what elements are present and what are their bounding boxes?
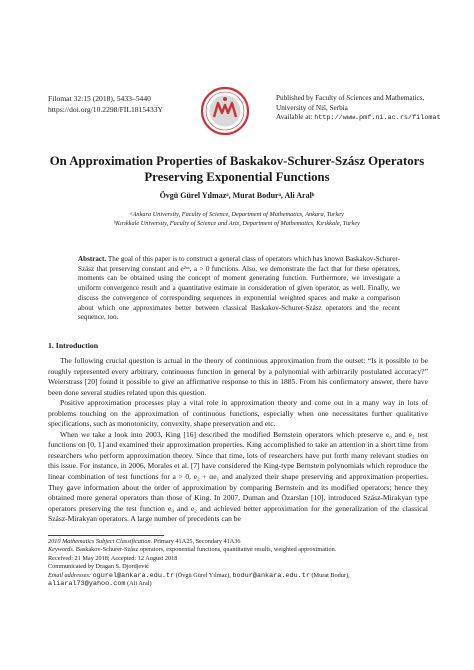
author-list: Övgü Gürel Yılmazᵃ, Murat Bodurᵃ, Ali Aralᵇ	[159, 191, 315, 200]
section-heading: 1. Introduction	[48, 341, 99, 350]
msc-label: 2010 Mathematics Subject Classification.	[48, 538, 153, 545]
faculty-logo	[200, 86, 250, 136]
doi-link[interactable]: https://doi.org/10.2298/FIL1815433Y	[48, 104, 164, 114]
availability-line	[276, 113, 441, 124]
email-owner-3: (Ali Aral)	[125, 580, 152, 588]
title-line-1: On Approximation Properties of Baskakov-Schurer-Szász Operators	[49, 154, 425, 168]
affiliations	[40, 211, 434, 228]
affiliation-a: ᵃAnkara University, Faculty of Science, Department of Mathematics, Ankara, Turkey	[130, 211, 344, 218]
publisher-line-2: University of Niš, Serbia	[276, 103, 348, 112]
abstract-label: Abstract.	[78, 255, 107, 263]
email-link-2[interactable]: bodur@ankara.edu.tr	[232, 571, 310, 580]
paragraph: When we take a look into 2003, King [16] described the modified Bernstein operators which preserve e₀ and e₂ test functions on [0, 1] and examined their approximation properties. King accomplished to take an attention in a short time from researchers who perform approximation theory. Since that time, lots of researchers have put forth many relevant studies on this issue. For instance, in 2006, Morales et al. [7] have considered the King-type Bernstein polynomials which reproduce the linear combination of test functions for a > 0, e₂ + αe₁ and analyzed their shape preserving and approximation properties. They gave information about the order of approximation by comparing Bernstein and its modified operators; hence they obtained more general operators than those of King. In 2007, Duman and Özarslan [10], introduced Szász-Mirakyan type operators preserving the test function e₀ and e₂ and achieved better approximation for the generalization of the classical Szász-Mirakyan operators. A large number of precedents can be	[48, 429, 428, 524]
keywords-text: Baskakov-Schurer-Szász operators, exponential functions, quantitative results, weighted approximation.	[74, 546, 337, 554]
affiliation-b: ᵇKırıkkale University, Faculty of Science and Arts, Department of Mathematics, Kırıkkale, Turkey	[114, 219, 360, 227]
msc-footnote	[48, 538, 428, 546]
journal-url-link[interactable]: http://www.pmf.ni.ac.rs/filomat	[314, 114, 441, 123]
communicated-line: Communicated by Dragan S. Djordjević	[48, 563, 149, 571]
footnote-rule	[48, 535, 164, 536]
available-label: Available at:	[276, 113, 315, 122]
publisher-line-1: Published by Faculty of Sciences and Mathematics,	[276, 94, 425, 102]
email-footnote	[48, 572, 428, 589]
paragraph: Positive approximation processes play a vital role in approximation theory and come out in a many way in lots of problems touching on the approximation of continuous functions, especially when one necessitates further qualitative specifications, such as monotonicity, convexity, shape preservation and etc.	[48, 398, 428, 429]
email-link-3[interactable]: aliaral73@yahoo.com	[48, 580, 126, 589]
abstract-text: The goal of this paper is to construct a general class of operators which has known Baskakov-Schurer-Szász that preserving constant and e²ᵃˣ, a > 0 functions. Also, we demonstrate the fact that for these operators, moments can be obtained using the concept of moment generating function. Furthermore, we investigate a uniform convergence result and a quantitative estimate in consideration of given operator, as well. Finally, we discuss the convergence of corresponding sequences in exponential weighted spaces and make a comparison about which one approximates better between classical Baskakov-Schurer-Szász operators and the recent sequence, too.	[78, 255, 400, 322]
title-line-2: Preserving Exponential Functions	[144, 170, 330, 184]
email-link-1[interactable]: ogurel@ankara.edu.tr	[92, 571, 175, 580]
keywords-footnote	[48, 546, 428, 554]
journal-citation: Filomat 32:15 (2018), 5433–5440	[48, 94, 151, 103]
introduction-body	[48, 356, 428, 525]
publisher-info	[276, 94, 441, 124]
paragraph: The following crucial question is actual in the theory of continuous approximation from the outset: “Is it possible to be roughly represented every arbitrary, continuous function in general by a polynomial with arbitrarily postulated accuracy?” Weierstrass [20] found it possible to give an affirmative response to this in 1885. From his confirmatory answer, there have been done several studies related upon this question.	[48, 356, 428, 397]
email-label: Email addresses:	[48, 571, 91, 579]
email-owner-1: (Övgü Gürel Yılmaz),	[174, 571, 233, 579]
journal-header	[48, 94, 163, 115]
email-owner-2: (Murat Bodur),	[309, 571, 350, 579]
paper-title	[40, 153, 434, 185]
received-line: Received: 21 May 2018; Accepted: 12 August 2018	[48, 554, 178, 562]
logo-seal-icon	[200, 86, 250, 136]
keywords-label: Keywords.	[48, 546, 75, 554]
msc-text: Primary 41A25, Secondary 41A36	[152, 538, 241, 545]
footnotes	[48, 538, 428, 588]
abstract	[78, 255, 400, 323]
